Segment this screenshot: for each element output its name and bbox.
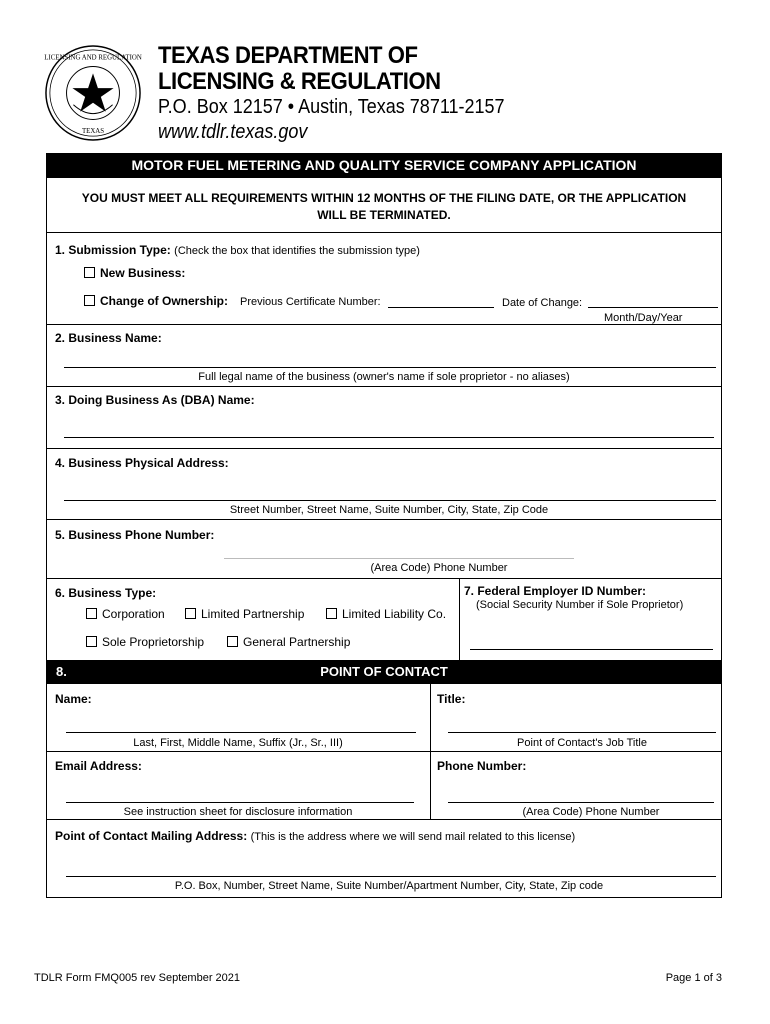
form-title: MOTOR FUEL METERING AND QUALITY SERVICE COMPANY APPLICATION (46, 153, 722, 178)
business-phone-field[interactable] (224, 558, 574, 559)
contact-phone-field[interactable] (448, 802, 714, 803)
previous-certificate-label: Previous Certificate Number: (240, 296, 381, 308)
date-format-caption: Month/Day/Year (604, 312, 683, 324)
svg-text:TEXAS: TEXAS (81, 128, 105, 136)
previous-certificate-field[interactable] (388, 307, 494, 308)
limited-partnership-checkbox[interactable] (185, 608, 196, 619)
new-business-label: New Business: (100, 266, 186, 280)
svg-text:LICENSING AND REGULATION: LICENSING AND REGULATION (44, 54, 142, 62)
new-business-option[interactable] (84, 266, 185, 280)
warning-line2: WILL BE TERMINATED. (317, 208, 451, 222)
agency-name-line1: TEXAS DEPARTMENT OF (158, 42, 418, 69)
divider (46, 751, 722, 752)
sole-proprietorship-checkbox[interactable] (86, 636, 97, 647)
mailing-address-title: Point of Contact Mailing Address: (55, 829, 248, 843)
business-name-label: 2. Business Name: (55, 331, 162, 345)
mailing-address-note: (This is the address where we will send mail related to this license) (250, 831, 576, 843)
contact-name-caption: Last, First, Middle Name, Suffix (Jr., Sr., III) (133, 737, 343, 749)
physical-address-caption: Street Number, Street Name, Suite Number, City, State, Zip Code (229, 504, 549, 516)
mailing-address-caption: P.O. Box, Number, Street Name, Suite Number/Apartment Number, City, State, Zip code (174, 880, 604, 892)
business-phone-label: 5. Business Phone Number: (55, 528, 215, 542)
limited-partnership-option[interactable] (185, 607, 304, 621)
agency-name-line2: LICENSING & REGULATION (158, 68, 441, 95)
point-of-contact-title: POINT OF CONTACT (320, 664, 448, 679)
termination-warning (50, 190, 718, 224)
llc-label: Limited Liability Co. (342, 607, 447, 621)
submission-type-label (55, 243, 420, 257)
contact-title-field[interactable] (448, 732, 716, 733)
corporation-option[interactable] (86, 607, 165, 621)
contact-title-caption: Point of Contact's Job Title (517, 737, 647, 749)
form-frame (46, 153, 722, 898)
submission-type-note: (Check the box that identifies the submission type) (174, 245, 420, 257)
page-number: Page 1 of 3 (665, 972, 722, 984)
limited-partnership-label: Limited Partnership (201, 607, 305, 621)
agency-address: P.O. Box 12157 • Austin, Texas 78711-2157 (158, 96, 505, 118)
divider (46, 324, 722, 325)
fein-label: 7. Federal Employer ID Number: (464, 584, 647, 598)
corporation-label: Corporation (102, 607, 165, 621)
contact-title-label: Title: (437, 692, 466, 706)
mailing-address-label (55, 829, 575, 843)
contact-name-label: Name: (55, 692, 92, 706)
sole-proprietorship-option[interactable] (86, 635, 204, 649)
physical-address-label: 4. Business Physical Address: (55, 456, 229, 470)
corporation-checkbox[interactable] (86, 608, 97, 619)
point-of-contact-bar (46, 660, 722, 684)
mailing-address-field[interactable] (66, 876, 716, 877)
section-8-number: 8. (56, 664, 67, 679)
date-of-change-field[interactable] (588, 307, 718, 308)
change-ownership-option[interactable] (84, 294, 228, 308)
contact-name-field[interactable] (66, 732, 416, 733)
submission-type-title: 1. Submission Type: (55, 243, 171, 257)
divider (46, 448, 722, 449)
date-of-change-label: Date of Change: (502, 297, 583, 309)
general-partnership-option[interactable] (227, 635, 350, 649)
contact-phone-caption: (Area Code) Phone Number (522, 806, 660, 818)
divider (46, 519, 722, 520)
dba-name-field[interactable] (64, 437, 714, 438)
dba-name-label: 3. Doing Business As (DBA) Name: (55, 393, 255, 407)
business-phone-caption: (Area Code) Phone Number (370, 562, 508, 574)
llc-checkbox[interactable] (326, 608, 337, 619)
general-partnership-label: General Partnership (243, 635, 351, 649)
sole-proprietorship-label: Sole Proprietorship (102, 635, 205, 649)
contact-phone-label: Phone Number: (437, 759, 527, 773)
column-divider (459, 578, 460, 660)
warning-line1: YOU MUST MEET ALL REQUIREMENTS WITHIN 12 MONTHS OF THE FILING DATE, OR THE APPLICATION (81, 191, 687, 205)
business-name-field[interactable] (64, 367, 716, 368)
contact-email-label: Email Address: (55, 759, 142, 773)
business-type-label: 6. Business Type: (55, 586, 157, 600)
form-identifier: TDLR Form FMQ005 rev September 2021 (34, 972, 241, 984)
fein-note: (Social Security Number if Sole Proprietor) (476, 599, 684, 611)
llc-option[interactable] (326, 607, 446, 621)
change-ownership-checkbox[interactable] (84, 295, 95, 306)
fein-field[interactable] (470, 649, 713, 650)
divider (46, 386, 722, 387)
divider (46, 232, 722, 233)
business-name-caption: Full legal name of the business (owner's name if sole proprietor - no aliases) (198, 371, 570, 383)
divider (46, 578, 722, 579)
contact-email-caption: See instruction sheet for disclosure information (123, 806, 353, 818)
agency-website[interactable]: www.tdlr.texas.gov (158, 121, 308, 143)
general-partnership-checkbox[interactable] (227, 636, 238, 647)
divider (46, 819, 722, 820)
tdlr-seal-logo (44, 44, 142, 142)
contact-email-field[interactable] (66, 802, 414, 803)
change-ownership-label: Change of Ownership: (100, 294, 229, 308)
new-business-checkbox[interactable] (84, 267, 95, 278)
physical-address-field[interactable] (64, 500, 716, 501)
